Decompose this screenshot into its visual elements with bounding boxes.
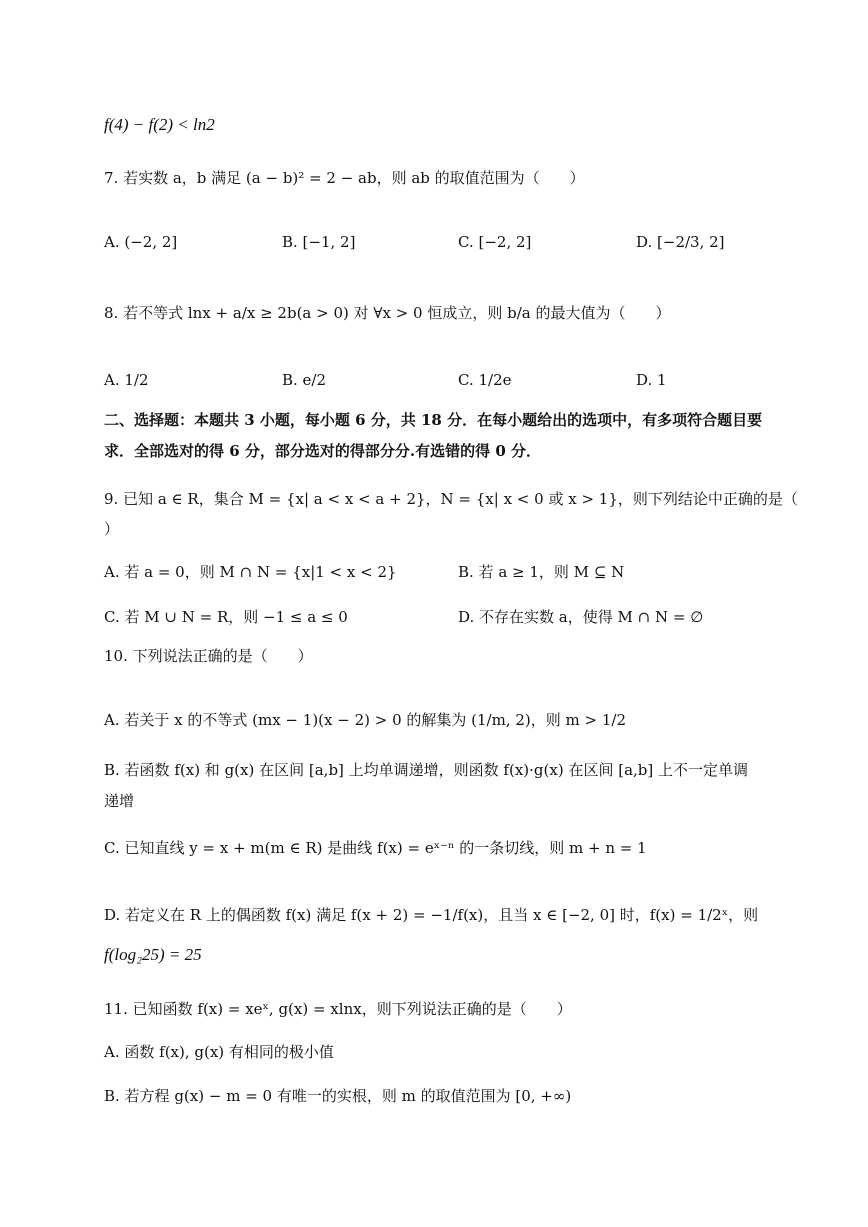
q8-option-a: A. 1/2 <box>104 371 149 389</box>
q7-option-c: C. [−2, 2] <box>458 233 532 251</box>
q10-option-c: C. 已知直线 y = x + m(m ∈ R) 是曲线 f(x) = eˣ⁻ⁿ 的一条切线，则 m + n = 1 <box>104 839 647 857</box>
question-11: 11. 已知函数 f(x) = xeˣ, g(x) = xlnx，则下列说法正确的是（ ） <box>104 1000 572 1018</box>
q10-option-a: A. 若关于 x 的不等式 (mx − 1)(x − 2) > 0 的解集为 (1/m, 2)，则 m > 1/2 <box>104 711 627 729</box>
q8-option-c: C. 1/2e <box>458 371 512 389</box>
section-2-header-line1: 二、选择题：本题共 3 小题，每小题 6 分，共 18 分．在每小题给出的选项中，有多项符合题目要 <box>104 411 763 429</box>
q9-option-d: D. 不存在实数 a，使得 M ∩ N = ∅ <box>458 608 704 626</box>
q9-option-a: A. 若 a = 0，则 M ∩ N = {x|1 < x < 2} <box>104 563 397 581</box>
q7-option-d: D. [−2/3, 2] <box>636 233 725 251</box>
question-9-tail: ） <box>104 520 120 538</box>
q9-option-b: B. 若 a ≥ 1，则 M ⊆ N <box>458 563 625 581</box>
q10-option-d-line2: f(log₂25) = 25 <box>104 945 202 964</box>
q9-option-c: C. 若 M ∪ N = R，则 −1 ≤ a ≤ 0 <box>104 608 348 626</box>
question-7: 7. 若实数 a，b 满足 (a − b)² = 2 − ab，则 ab 的取值范围为（ ） <box>104 169 585 187</box>
section-2-header-line2: 求．全部选对的得 6 分，部分选对的得部分分.有选错的得 0 分． <box>104 442 541 460</box>
question-9: 9. 已知 a ∈ R，集合 M = {x| a < x < a + 2}，N = {x| x < 0 或 x > 1}，则下列结论中正确的是（ <box>104 490 798 508</box>
q7-option-a: A. (−2, 2] <box>104 233 178 251</box>
q8-option-b: B. e/2 <box>282 371 327 389</box>
question-8: 8. 若不等式 lnx + a/x ≥ 2b(a > 0) 对 ∀x > 0 恒成立，则 b/a 的最大值为（ ） <box>104 304 671 322</box>
q8-option-d: D. 1 <box>636 371 667 389</box>
q10-option-b-line2: 递增 <box>104 792 135 810</box>
q11-option-b: B. 若方程 g(x) − m = 0 有唯一的实根，则 m 的取值范围为 [0, +∞) <box>104 1087 572 1105</box>
question-10: 10. 下列说法正确的是（ ） <box>104 647 313 665</box>
q7-option-b: B. [−1, 2] <box>282 233 356 251</box>
q11-option-a: A. 函数 f(x), g(x) 有相同的极小值 <box>104 1043 334 1061</box>
q10-option-d-line1: D. 若定义在 R 上的偶函数 f(x) 满足 f(x + 2) = −1/f(x)，且当 x ∈ [−2, 0] 时，f(x) = 1/2ˣ，则 <box>104 906 759 924</box>
q10-option-b-line1: B. 若函数 f(x) 和 g(x) 在区间 [a,b] 上均单调递增，则函数 f(x)·g(x) 在区间 [a,b] 上不一定单调 <box>104 761 749 779</box>
carryover-expression: f(4) − f(2) < ln2 <box>104 115 215 134</box>
